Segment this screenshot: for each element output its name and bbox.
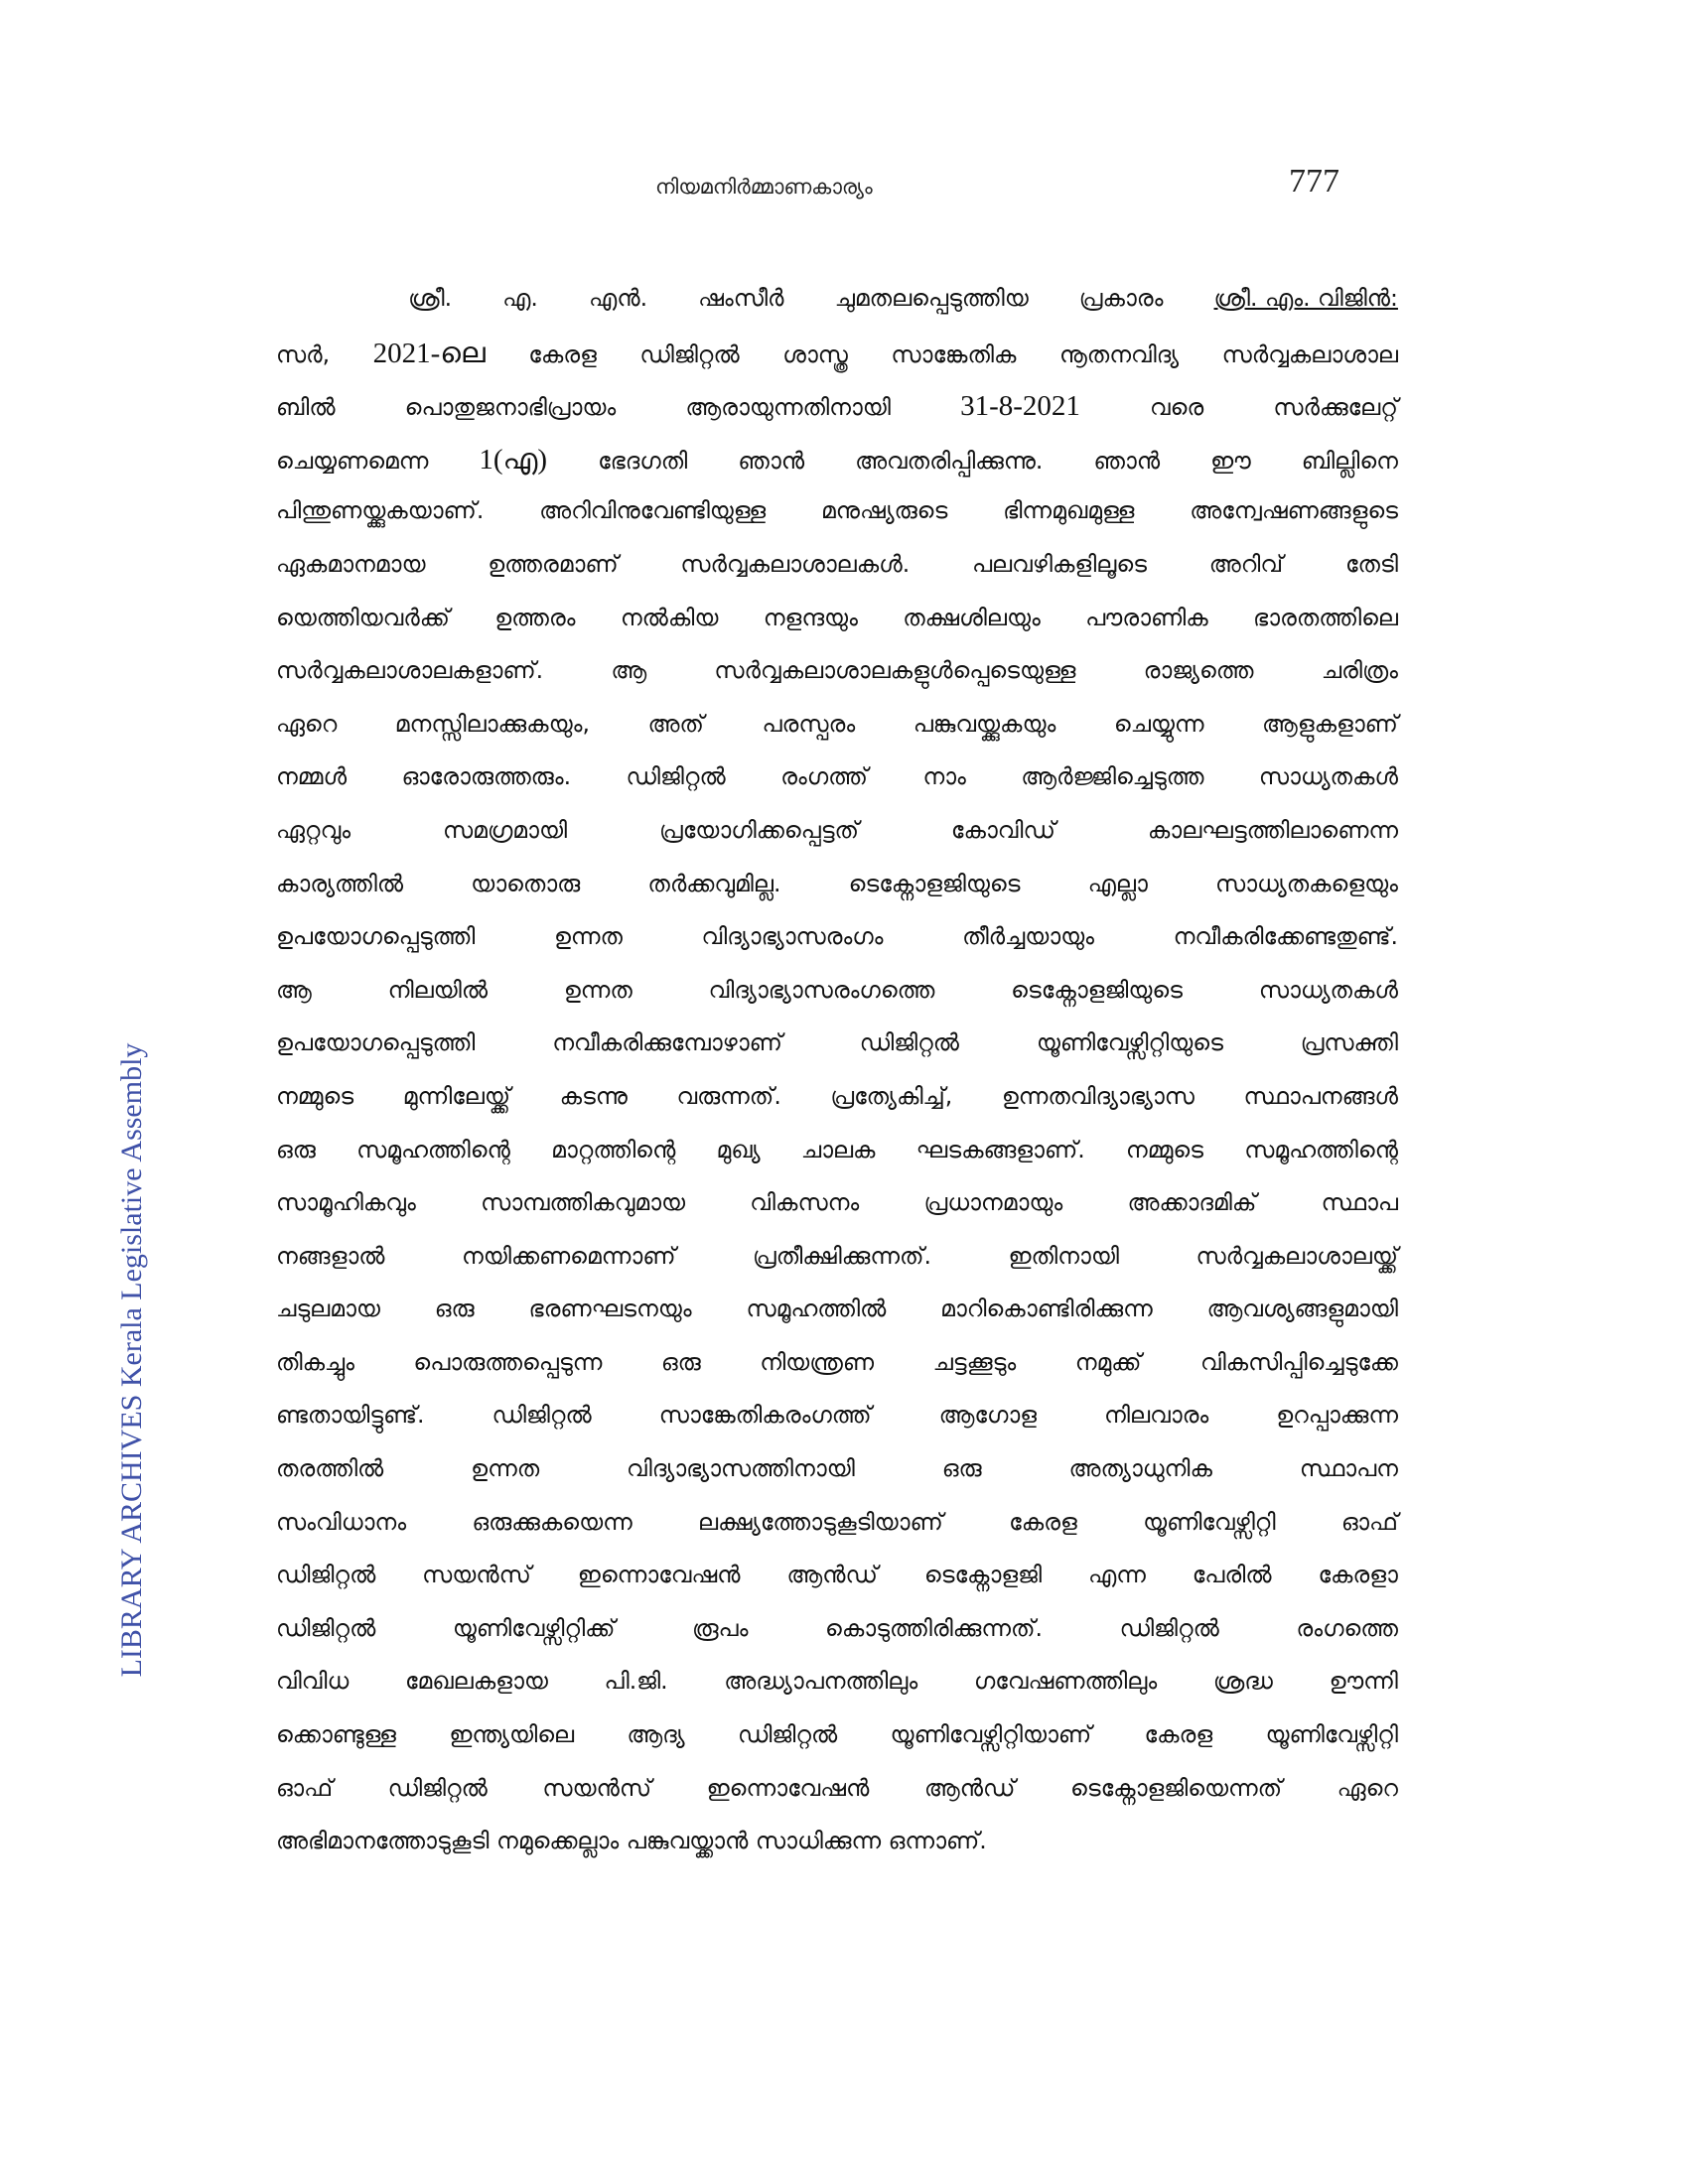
paragraph-line: ക്കൊണ്ടുള്ള ഇന്ത്യയിലെ ആദ്യ ഡിജിറ്റൽ യൂണിവേഴ്സിറ്റിയാണ് കേരള യൂണിവേഴ്സിറ്റി (276, 1720, 1398, 1749)
paragraph-line: ഉപയോഗപ്പെടുത്തി ഉന്നത വിദ്യാഭ്യാസരംഗം തീർച്ചയായും നവീകരിക്കേണ്ടതുണ്ട്. (276, 922, 1398, 951)
page-number: 777 (1289, 163, 1339, 200)
paragraph-line: ആ നിലയിൽ ഉന്നത വിദ്യാഭ്യാസരംഗത്തെ ടെക്നോളജിയുടെ സാധ്യതകൾ (276, 975, 1398, 1004)
archive-watermark: LIBRARY ARCHIVES Kerala Legislative Assembly (115, 1042, 148, 1678)
header-title: നിയമനിർമ്മാണകാര്യം (655, 175, 873, 199)
paragraph-line: ഏറെ മനസ്സിലാക്കുകയും, അത് പരസ്പരം പങ്കുവയ്ക്കുകയും ചെയ്യുന്ന ആളുകളാണ് (276, 709, 1398, 738)
paragraph-line: നങ്ങളാൽ നയിക്കണമെന്നാണ് പ്രതീക്ഷിക്കുന്നത്. ഇതിനായി സർവ്വകലാശാലയ്ക്ക് (276, 1241, 1398, 1270)
paragraph-line: ഡിജിറ്റൽ യൂണിവേഴ്സിറ്റിക്ക് രൂപം കൊടുത്തിരിക്കുന്നത്. ഡിജിറ്റൽ രംഗത്തെ (276, 1613, 1398, 1642)
paragraph-line: ഡിജിറ്റൽ സയൻസ് ഇന്നൊവേഷൻ ആൻഡ് ടെക്നോളജി എന്ന പേരിൽ കേരളാ (276, 1561, 1398, 1589)
paragraph-line: തികച്ചും പൊരുത്തപ്പെടുന്ന ഒരു നിയന്ത്രണ ചട്ടക്കൂടും നമുക്ക് വികസിപ്പിച്ചെടുക്കേ (276, 1347, 1398, 1376)
paragraph-line: യെത്തിയവർക്ക് ഉത്തരം നൽകിയ നളന്ദയും തക്ഷശിലയും പൗരാണിക ഭാരതത്തിലെ (276, 603, 1398, 631)
paragraph-line: ഓഫ് ഡിജിറ്റൽ സയൻസ് ഇന്നൊവേഷൻ ആൻഡ് ടെക്നോളജിയെന്നത് ഏറെ (276, 1773, 1398, 1802)
paragraph-line: കാര്യത്തിൽ യാതൊരു തർക്കവുമില്ല. ടെക്നോളജിയുടെ എല്ലാ സാധ്യതകളെയും (276, 869, 1398, 897)
paragraph-line: തരത്തിൽ ഉന്നത വിദ്യാഭ്യാസത്തിനായി ഒരു അത്യാധുനിക സ്ഥാപന (276, 1454, 1398, 1483)
paragraph-line: ശ്രീ. എ. എൻ. ഷംസീർ ചുമതലപ്പെടുത്തിയ പ്രകാരം ശ്രീ. എം. വിജിൻ: (408, 284, 1398, 312)
paragraph-line: ഏറ്റവും സമഗ്രമായി പ്രയോഗിക്കപ്പെട്ടത് കോവിഡ് കാലഘട്ടത്തിലാണെന്ന (276, 815, 1398, 844)
speaker-name: ശ്രീ. എം. വിജിൻ: (1213, 284, 1398, 312)
paragraph-line: സർവ്വകലാശാലകളാണ്. ആ സർവ്വകലാശാലകളുൾപ്പെടെയുള്ള രാജ്യത്തെ ചരിത്രം (276, 656, 1398, 685)
paragraph-line: വിവിധ മേഖലകളായ പി.ജി. അദ്ധ്യാപനത്തിലും ഗവേഷണത്തിലും ശ്രദ്ധ ഊന്നി (276, 1667, 1398, 1696)
paragraph-line: സംവിധാനം ഒരുക്കുകയെന്ന ലക്ഷ്യത്തോടുകൂടിയാണ് കേരള യൂണിവേഴ്സിറ്റി ഓഫ് (276, 1507, 1398, 1536)
paragraph-line: സാമൂഹികവും സാമ്പത്തികവുമായ വികസനം പ്രധാനമായും അക്കാദമിക് സ്ഥാപ (276, 1188, 1398, 1217)
paragraph-line: നമ്മുടെ മുന്നിലേയ്ക്ക് കടന്നു വരുന്നത്. പ്രത്യേകിച്ച്, ഉന്നതവിദ്യാഭ്യാസ സ്ഥാപനങ്ങൾ (276, 1081, 1398, 1110)
paragraph-line: ചെയ്യണമെന്ന 1(എ) ഭേദഗതി ഞാൻ അവതരിപ്പിക്കുന്നു. ഞാൻ ഈ ബില്ലിനെ (276, 443, 1398, 476)
paragraph-line: ഒരു സമൂഹത്തിന്റെ മാറ്റത്തിന്റെ മുഖ്യ ചാലക ഘടകങ്ങളാണ്. നമ്മുടെ സമൂഹത്തിന്റെ (276, 1135, 1398, 1163)
speech-paragraph (276, 284, 1398, 1880)
paragraph-line: അഭിമാനത്തോടുകൂടി നമുക്കെല്ലാം പങ്കുവയ്ക്കാൻ സാധിക്കുന്ന ഒന്നാണ്. (276, 1827, 987, 1855)
paragraph-line: ണ്ടതായിട്ടുണ്ട്. ഡിജിറ്റൽ സാങ്കേതികരംഗത്ത് ആഗോള നിലവാരം ഉറപ്പാക്കുന്ന (276, 1401, 1398, 1430)
paragraph-line: നമ്മൾ ഓരോരുത്തരും. ഡിജിറ്റൽ രംഗത്ത് നാം ആർജ്ജിച്ചെടുത്ത സാധ്യതകൾ (276, 762, 1398, 791)
paragraph-line: ബിൽ പൊതുജനാഭിപ്രായം ആരായുന്നതിനായി 31-8-2021 വരെ സർക്കുലേറ്റ് (276, 390, 1398, 423)
paragraph-line: സർ, 2021-ലെ കേരള ഡിജിറ്റൽ ശാസ്ത്ര സാങ്കേതിക നൂതനവിദ്യ സർവ്വകലാശാല (276, 337, 1398, 369)
paragraph-line: ഏകമാനമായ ഉത്തരമാണ് സർവ്വകലാശാലകൾ. പലവഴികളിലൂടെ അറിവ് തേടി (276, 549, 1398, 578)
paragraph-line: ചടുലമായ ഒരു ഭരണഘടനയും സമൂഹത്തിൽ മാറികൊണ്ടിരിക്കുന്ന ആവശ്യങ്ങളുമായി (276, 1295, 1398, 1323)
running-header (0, 163, 1688, 208)
paragraph-line: പിന്തുണയ്ക്കുകയാണ്. അറിവിനുവേണ്ടിയുള്ള മനുഷ്യരുടെ ഭിന്നമുഖമുള്ള അന്വേഷണങ്ങളുടെ (276, 496, 1398, 525)
paragraph-line: ഉപയോഗപ്പെടുത്തി നവീകരിക്കുമ്പോഴാണ് ഡിജിറ്റൽ യൂണിവേഴ്സിറ്റിയുടെ പ്രസക്തി (276, 1028, 1398, 1057)
